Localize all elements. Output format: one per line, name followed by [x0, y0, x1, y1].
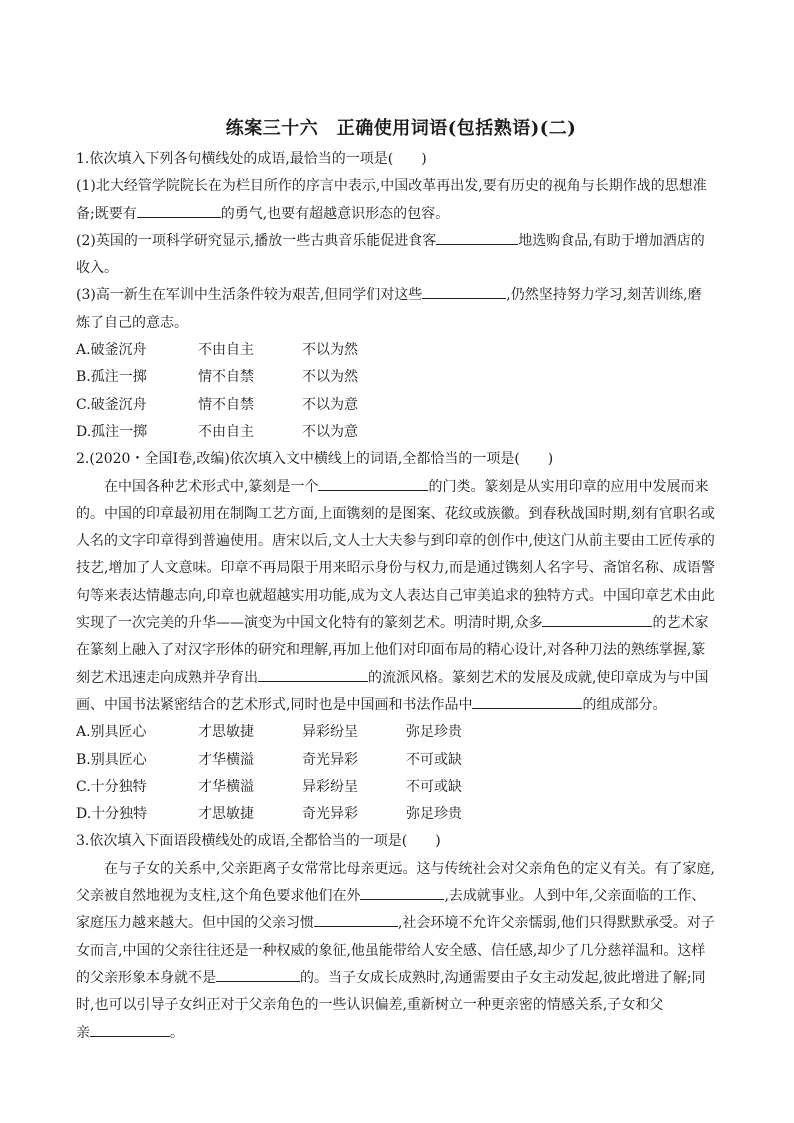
- answer-blank[interactable]: [318, 476, 428, 491]
- sentence-2-line-2: 收入。: [76, 260, 118, 277]
- passage-line: 画、中国书法紧密结合的艺术形式,同时也是中国画和书法作品中 的组成部分。: [76, 692, 726, 719]
- answer-blank[interactable]: [436, 230, 518, 245]
- sentence-3-line-2: 炼了自己的意志。: [76, 314, 188, 331]
- answer-blank[interactable]: [216, 967, 300, 982]
- question-3: [76, 828, 726, 1046]
- option-b[interactable]: B.别具匠心 才华横溢 奇光异彩 不可或缺: [76, 751, 462, 768]
- answer-blank[interactable]: [90, 1022, 170, 1037]
- passage-line: 亲 。: [76, 1020, 726, 1047]
- passage-line: 人名的文字印章得到普遍使用。唐宋以后,文人士大夫参与到印章的创作中,使这门从前主要由工匠传承的: [76, 533, 715, 550]
- answer-blank[interactable]: [137, 203, 221, 218]
- answer-blank[interactable]: [258, 667, 368, 682]
- option-a[interactable]: A.别具匠心 才思敏捷 异彩纷呈 弥足珍贵: [76, 724, 462, 741]
- question-stem: 3.依次填入下面语段横线处的成语,全都恰当的一项是( ): [76, 833, 441, 850]
- page-title: 练案三十六 正确使用词语(包括熟语)(二): [225, 118, 577, 139]
- option-c[interactable]: C.十分独特 才华横溢 异彩纷呈 不可或缺: [76, 778, 462, 795]
- passage-line: 在篆刻上融入了对汉字形体的研究和理解,再加上他们对印面布局的精心设计,对各种刀法的熟练掌握,篆: [76, 642, 706, 659]
- sentence-1-line-1: (1)北大经管学院院长在为栏目所作的序言中表示,中国改革再出发,要有历史的视角与长期作战的思想准: [76, 178, 707, 195]
- passage-line: 在中国各种艺术形式中,篆刻是一个 的门类。篆刻是从实用印章的应用中发展而来: [76, 474, 726, 501]
- answer-blank[interactable]: [542, 612, 652, 627]
- passage-line: 家庭压力越来越大。但中国的父亲习惯 ,社会环境不允许父亲懦弱,他们只得默默承受。对子: [76, 910, 726, 937]
- question-stem: 1.依次填入下列各句横线处的成语,最恰当的一项是( ): [76, 151, 427, 167]
- option-d[interactable]: D.十分独特 才思敏捷 奇光异彩 弥足珍贵: [76, 806, 462, 823]
- question-stem: 2.(2020・全国Ⅰ卷,改编)依次填入文中横线上的词语,全都恰当的一项是( ): [76, 451, 554, 468]
- document-page: [76, 114, 726, 1047]
- passage-line: 的父亲形象本身就不是 的。当子女成长成熟时,沟通需要由子女主动发起,彼此增进了解;同: [76, 965, 726, 992]
- answer-blank[interactable]: [314, 912, 398, 927]
- answer-blank[interactable]: [360, 885, 444, 900]
- question-2: [76, 446, 726, 828]
- sentence-3-line-1: (3)高一新生在军训中生活条件较为艰苦,但同学们对这些 ,仍然坚持努力学习,刻苦训练,磨: [76, 282, 726, 309]
- sentence-1-line-2: 备;既要有 的勇气,也要有超越意识形态的包容。: [76, 201, 726, 228]
- option-a[interactable]: A.破釜沉舟 不由自主 不以为然: [76, 342, 358, 359]
- passage-line: 句等来表达情趣志向,印章也就超越实用功能,成为文人表达自己审美追求的独特方式。中国印章艺术由此: [76, 587, 715, 604]
- passage-line: 在与子女的关系中,父亲距离子女常常比母亲更远。这与传统社会对父亲角色的定义有关。有了家庭,: [104, 860, 715, 877]
- option-c[interactable]: C.破釜沉舟 情不自禁 不以为意: [76, 396, 358, 413]
- answer-blank[interactable]: [472, 694, 582, 709]
- passage-line: 技艺,增加了人文意味。印章不再局限于用来昭示身份与权力,而是通过镌刻人名字号、斋馆名称、成语警: [76, 560, 715, 577]
- option-b[interactable]: B.孤注一掷 情不自禁 不以为然: [76, 369, 358, 386]
- passage-line: 父亲被自然地视为支柱,这个角色要求他们在外 ,去成就事业。人到中年,父亲面临的工作、: [76, 883, 726, 910]
- passage-line: 的。中国的印章最初用在制陶工艺方面,上面镌刻的是图案、花纹或族徽。到春秋战国时期,刻有官职名或: [76, 505, 715, 522]
- passage-line: 时,也可以引导子女纠正对于父亲角色的一些认识偏差,重新树立一种更亲密的情感关系,子女和父: [76, 997, 664, 1014]
- option-d[interactable]: D.孤注一掷 不由自主 不以为意: [76, 423, 358, 440]
- answer-blank[interactable]: [422, 284, 506, 299]
- passage-line: 女而言,中国的父亲往往还是一种权威的象征,他虽能带给人安全感、信任感,却少了几分慈祥温和。这样: [76, 942, 706, 959]
- sentence-2-line-1: (2)英国的一项科学研究显示,播放一些古典音乐能促进食客 地选购食品,有助于增加酒店的: [76, 228, 726, 255]
- question-1: [76, 146, 726, 446]
- passage-line: 实现了一次完美的升华——演变为中国文化特有的篆刻艺术。明清时期,众多 的艺术家: [76, 610, 726, 637]
- passage-line: 刻艺术迅速走向成熟并孕育出 的流派风格。篆刻艺术的发展及成就,使印章成为与中国: [76, 665, 726, 692]
